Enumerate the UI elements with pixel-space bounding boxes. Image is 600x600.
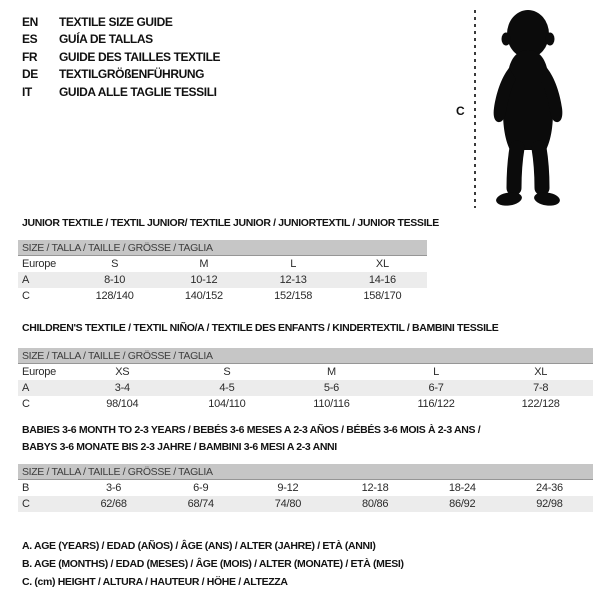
language-title: GUIDE DES TAILLES TEXTILE bbox=[59, 49, 221, 64]
language-line-de bbox=[22, 66, 220, 84]
table-cell: S bbox=[111, 258, 119, 270]
table-row bbox=[18, 364, 593, 380]
row-label: Europe bbox=[22, 258, 56, 270]
language-line-es bbox=[22, 31, 220, 49]
row-label: C bbox=[22, 398, 30, 410]
footnote-c: C. (cm) HEIGHT / ALTURA / HAUTEUR / HÖHE / ALTEZZA bbox=[22, 576, 288, 588]
footnote-a: A. AGE (YEARS) / EDAD (AÑOS) / ÂGE (ANS) / ALTER (JAHRE) / ETÀ (ANNI) bbox=[22, 540, 376, 552]
junior-table-title: JUNIOR TEXTILE / TEXTIL JUNIOR/ TEXTILE JUNIOR / JUNIORTEXTIL / JUNIOR TESSILE bbox=[22, 217, 439, 229]
footnote-b: B. AGE (MONTHS) / EDAD (MESES) / ÂGE (MOIS) / ALTER (MONATE) / ETÀ (MESI) bbox=[22, 558, 404, 570]
baby-silhouette-icon bbox=[482, 8, 574, 210]
children-size-table bbox=[18, 348, 593, 412]
table-row bbox=[18, 256, 427, 272]
size-header-bar: SIZE / TALLA / TAILLE / GRÖSSE / TAGLIA bbox=[18, 348, 593, 364]
size-header-bar: SIZE / TALLA / TAILLE / GRÖSSE / TAGLIA bbox=[18, 240, 427, 256]
table-cell: 62/68 bbox=[100, 498, 127, 510]
table-cell: XS bbox=[115, 366, 130, 378]
table-cell: 122/128 bbox=[521, 398, 560, 410]
row-label: C bbox=[22, 498, 30, 510]
language-title: TEXTILGRÖßENFÜHRUNG bbox=[59, 67, 205, 82]
children-table-title: CHILDREN'S TEXTILE / TEXTIL NIÑO/A / TEXTILE DES ENFANTS / KINDERTEXTIL / BAMBINI TESSILE bbox=[22, 322, 499, 334]
table-cell: L bbox=[433, 366, 440, 378]
table-cell: L bbox=[290, 258, 297, 270]
table-row bbox=[18, 288, 427, 304]
row-label: A bbox=[22, 274, 30, 286]
table-cell: 158/170 bbox=[363, 290, 402, 302]
table-cell: 3-4 bbox=[114, 382, 130, 394]
table-cell: 74/80 bbox=[274, 498, 302, 510]
table-row bbox=[18, 380, 593, 396]
row-label: A bbox=[22, 382, 30, 394]
table-cell: 92/98 bbox=[536, 498, 563, 510]
table-cell: 8-10 bbox=[104, 274, 126, 286]
table-row bbox=[18, 480, 593, 496]
table-cell: 18-24 bbox=[448, 482, 476, 494]
legend-footnotes bbox=[22, 537, 404, 591]
table-cell: 5-6 bbox=[323, 382, 340, 394]
row-label: Europe bbox=[22, 366, 56, 378]
table-row bbox=[18, 272, 427, 288]
table-cell: 104/110 bbox=[208, 398, 246, 410]
language-code: FR bbox=[22, 49, 38, 64]
table-cell: 12-18 bbox=[361, 482, 389, 494]
table-cell: 6-9 bbox=[193, 482, 209, 494]
table-cell: 128/140 bbox=[95, 290, 134, 302]
language-line-fr bbox=[22, 48, 220, 66]
table-cell: 7-8 bbox=[533, 382, 549, 394]
language-code: EN bbox=[22, 14, 38, 29]
table-cell: 3-6 bbox=[106, 482, 122, 494]
babies-table-title bbox=[22, 422, 480, 456]
table-cell: 98/104 bbox=[106, 398, 139, 410]
language-line-en bbox=[22, 13, 220, 31]
table-cell: 4-5 bbox=[219, 382, 235, 394]
language-title: GUÍA DE TALLAS bbox=[59, 32, 153, 47]
table-cell: 9-12 bbox=[277, 482, 299, 494]
table-cell: 68/74 bbox=[187, 498, 214, 510]
junior-size-table bbox=[18, 240, 427, 304]
language-title-list bbox=[22, 13, 220, 101]
size-header-bar: SIZE / TALLA / TAILLE / GRÖSSE / TAGLIA bbox=[18, 464, 593, 480]
table-cell: 12-13 bbox=[279, 274, 307, 286]
language-code: DE bbox=[22, 67, 38, 82]
babies-size-table bbox=[18, 464, 593, 512]
table-cell: XL bbox=[534, 366, 548, 378]
table-cell: XL bbox=[375, 258, 389, 270]
table-cell: M bbox=[327, 366, 336, 378]
height-measure-figure bbox=[450, 0, 600, 230]
language-title: GUIDA ALLE TAGLIE TESSILI bbox=[59, 84, 217, 99]
babies-table-title-line2: BABYS 3-6 MONATE BIS 2-3 JAHRE / BAMBINI 3-6 MESI A 2-3 ANNI bbox=[22, 441, 337, 453]
row-label: C bbox=[22, 290, 30, 302]
table-row bbox=[18, 496, 593, 512]
language-title: TEXTILE SIZE GUIDE bbox=[59, 14, 173, 29]
table-row bbox=[18, 396, 593, 412]
table-cell: 6-7 bbox=[428, 382, 444, 394]
height-measure-label: C bbox=[456, 104, 465, 118]
babies-table-title-line1: BABIES 3-6 MONTH TO 2-3 YEARS / BEBÉS 3-6 MESES A 2-3 AÑOS / BÉBÉS 3-6 MOIS À 2-3 ANS / bbox=[22, 424, 481, 436]
table-cell: 110/116 bbox=[313, 398, 350, 410]
height-dotted-line-icon bbox=[474, 10, 476, 208]
table-cell: 10-12 bbox=[190, 274, 218, 286]
table-cell: M bbox=[199, 258, 209, 270]
row-label: B bbox=[22, 482, 30, 494]
table-cell: 140/152 bbox=[184, 290, 223, 302]
language-line-it bbox=[22, 83, 220, 101]
table-cell: S bbox=[223, 366, 231, 378]
language-code: IT bbox=[22, 84, 32, 99]
table-cell: 86/92 bbox=[449, 498, 476, 510]
table-cell: 116/122 bbox=[417, 398, 455, 410]
table-cell: 80/86 bbox=[361, 498, 389, 510]
table-cell: 152/158 bbox=[274, 290, 313, 302]
table-cell: 14-16 bbox=[368, 274, 396, 286]
language-code: ES bbox=[22, 32, 38, 47]
table-cell: 24-36 bbox=[536, 482, 563, 494]
